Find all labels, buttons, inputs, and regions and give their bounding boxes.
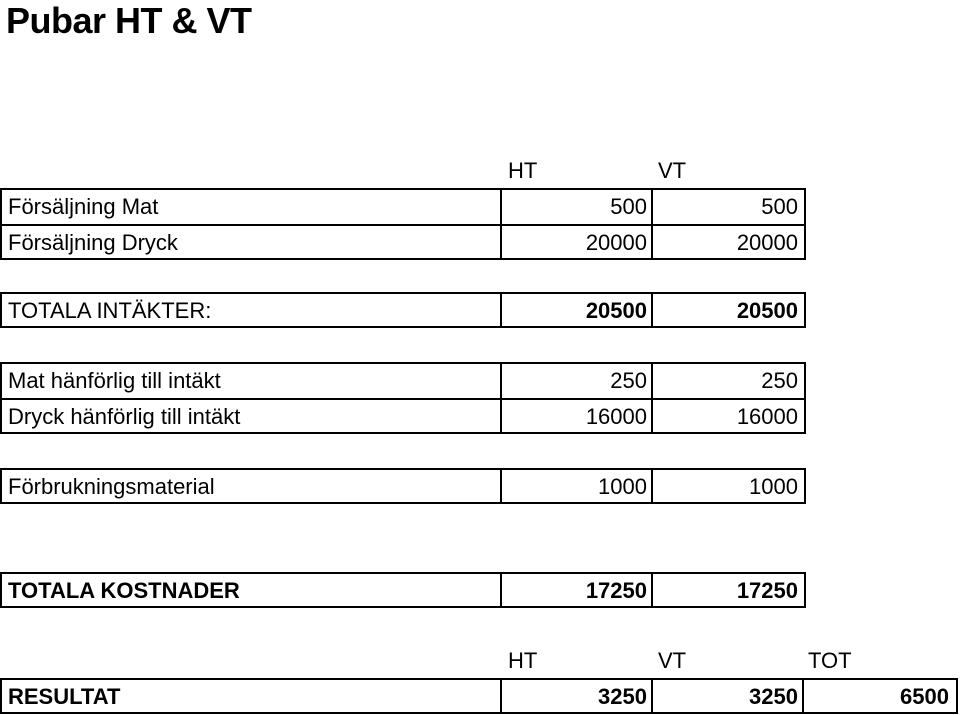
value-vt: 17250 [651, 574, 802, 608]
value-ht: 17250 [500, 574, 651, 608]
table-row [2, 398, 804, 432]
row-label: Dryck hänförlig till intäkt [8, 404, 241, 429]
value-vt: 16000 [651, 400, 802, 432]
value-vt: 500 [651, 190, 802, 224]
value-vt: 20500 [651, 294, 802, 328]
row-label: Mat hänförlig till intäkt [8, 368, 221, 393]
value-ht: 20500 [500, 294, 651, 328]
result-header-ht: HT [508, 648, 538, 673]
column-header-vt: VT [658, 158, 687, 183]
result-header-tot: TOT [808, 648, 852, 673]
value-ht: 1000 [500, 470, 651, 504]
result-header-vt: VT [658, 648, 687, 673]
value-vt: 250 [651, 364, 802, 398]
value-ht: 20000 [500, 226, 651, 258]
value-vt: 1000 [651, 470, 802, 504]
row-label: TOTALA INTÄKTER: [8, 298, 212, 323]
value-tot: 6500 [802, 680, 953, 714]
table-row [2, 470, 804, 504]
income-table [0, 188, 806, 260]
value-ht: 3250 [500, 680, 651, 714]
value-vt: 3250 [651, 680, 802, 714]
row-label: RESULTAT [8, 684, 121, 709]
value-ht: 16000 [500, 400, 651, 432]
table-row [2, 224, 804, 258]
value-ht: 250 [500, 364, 651, 398]
table-row [2, 364, 804, 398]
materials-table [0, 468, 806, 504]
table-row [2, 574, 804, 608]
row-label: TOTALA KOSTNADER [8, 578, 240, 603]
row-label: Förbrukningsmaterial [8, 474, 215, 499]
costs-table [0, 362, 806, 434]
row-label: Försäljning Dryck [8, 230, 178, 255]
table-row [2, 680, 956, 714]
table-row [2, 190, 804, 224]
row-label: Försäljning Mat [8, 194, 159, 219]
total-costs-table [0, 572, 806, 608]
table-row [2, 294, 804, 328]
column-header-ht: HT [508, 158, 538, 183]
page-title: Pubar HT & VT [6, 0, 252, 41]
value-vt: 20000 [651, 226, 802, 258]
result-table [0, 678, 958, 714]
value-ht: 500 [500, 190, 651, 224]
total-income-table [0, 292, 806, 328]
